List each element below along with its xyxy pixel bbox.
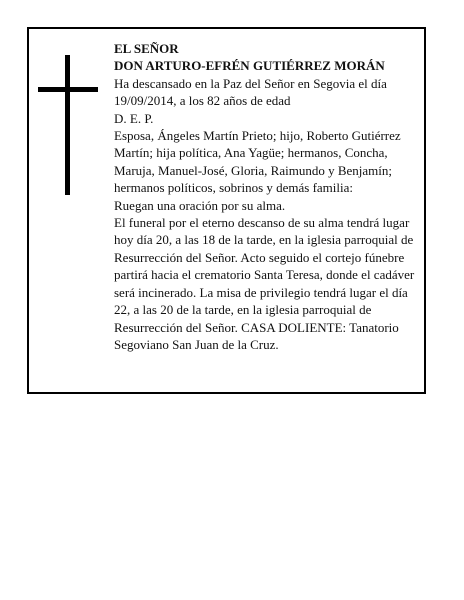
death-statement: Ha descansado en la Paz del Señor en Segovia el día 19/09/2014, a los 82 años de edad	[114, 75, 387, 109]
family-list: Esposa, Ángeles Martín Prieto; hijo, Roberto Gutiérrez Martín; hija política, Ana Yagüe; hermanos, Concha, Maruja, Manuel-José, Gloria, Raimundo y Benjamín; hermanos políticos, sobrinos y demás familia:	[114, 128, 401, 196]
cross-horizontal-bar	[38, 87, 98, 92]
cross-vertical-bar	[65, 55, 70, 195]
funeral-details: El funeral por el eterno descanso de su alma tendrá lugar hoy día 20, a las 18 de la tarde, en la iglesia parroquial de Resurrección del Señor. Acto seguido el cortejo fúnebre partirá hacia el crematorio Santa Teresa, donde el cadáver será incinerado. La misa de privilegio tendrá lugar el día 22, a las 20 de la tarde, en la iglesia parroquial de Resurrección del Señor. CASA DOLIENTE: Tanatorio Segoviano San Juan de la Cruz.	[114, 215, 415, 352]
prayer-request: Ruegan una oración por su alma.	[114, 197, 286, 213]
title-line-1: EL SEÑOR	[114, 41, 179, 56]
latin-cross-icon	[38, 55, 98, 195]
rip-abbreviation: D. E. P.	[114, 110, 154, 126]
deceased-name: DON ARTURO-EFRÉN GUTIÉRREZ MORÁN	[114, 58, 385, 74]
obituary-text	[114, 40, 420, 353]
